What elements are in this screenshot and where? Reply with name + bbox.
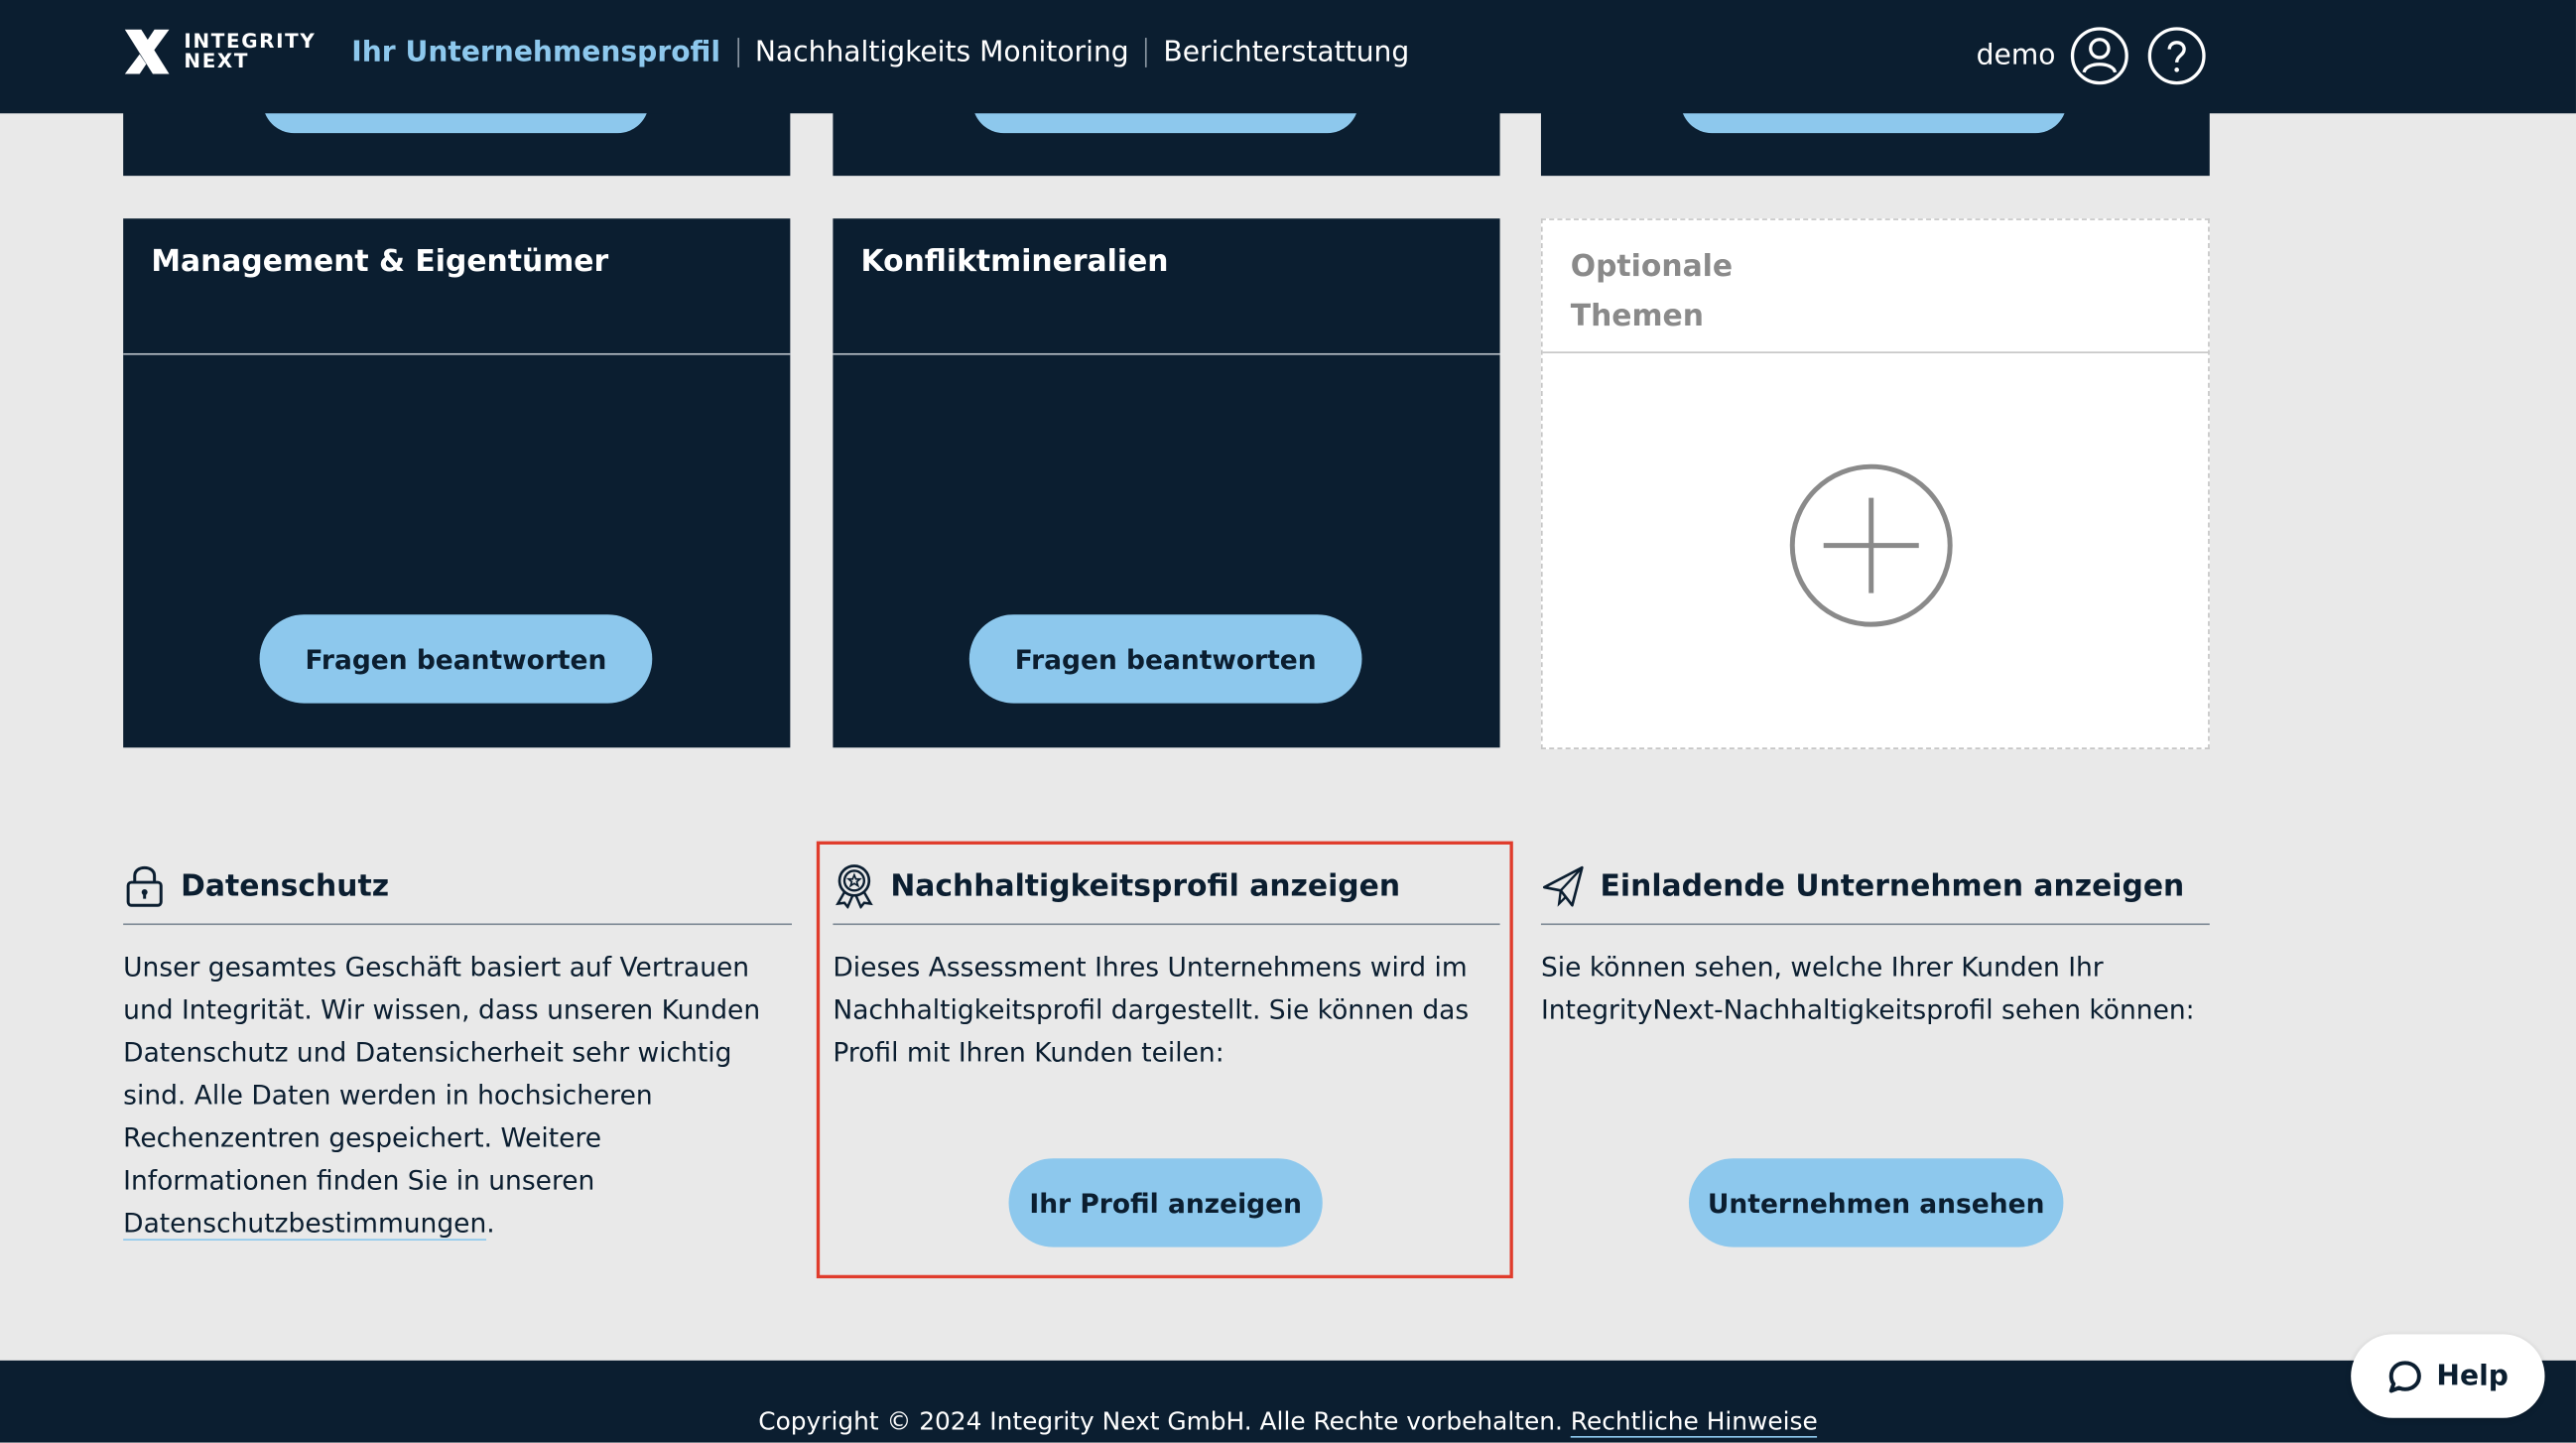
nav-item-unternehmensprofil[interactable]: Ihr Unternehmensprofil xyxy=(351,36,721,69)
section-body xyxy=(123,947,792,1246)
nav-separator xyxy=(1145,38,1147,67)
user-avatar-icon[interactable] xyxy=(2070,26,2129,85)
chat-bubble-icon xyxy=(2387,1358,2423,1393)
answer-questions-button[interactable]: Fragen beantworten xyxy=(969,614,1362,703)
integrity-next-logo[interactable] xyxy=(122,25,317,77)
main-nav xyxy=(351,36,1409,68)
card-divider xyxy=(833,353,1499,355)
logo-line-1: INTEGRITY xyxy=(184,29,317,53)
legal-notice-link[interactable]: Rechtliche Hinweise xyxy=(1570,1406,1818,1436)
answer-questions-button[interactable]: Fragen beantworten xyxy=(260,614,653,703)
help-chat-button[interactable] xyxy=(2351,1334,2544,1417)
privacy-text: Unser gesamtes Geschäft basiert auf Vertrauen und Integrität. Wir wissen, dass unseren Kunden Datenschutz und Datensicherheit sehr wichtig sind. Alle Daten werden in hochsicheren Rechenzentren gespeichert. Weitere Informationen finden Sie in unseren xyxy=(123,951,761,1197)
inviting-companies-section xyxy=(1540,856,2210,1219)
nav-separator xyxy=(737,38,739,67)
privacy-policy-link[interactable]: Datenschutzbestimmungen xyxy=(123,1207,487,1240)
privacy-text-suffix: . xyxy=(486,1207,495,1240)
view-profile-button[interactable]: Ihr Profil anzeigen xyxy=(1009,1158,1323,1246)
optional-topics-card[interactable] xyxy=(1541,218,2210,749)
username: demo xyxy=(1976,39,2056,72)
logo-x-icon xyxy=(122,26,173,76)
topic-card-konfliktmineralien xyxy=(833,218,1499,747)
section-title: Datenschutz xyxy=(181,867,390,903)
footer xyxy=(0,1361,2576,1443)
card-title: Konfliktmineralien xyxy=(860,244,1169,280)
card-divider xyxy=(123,353,790,355)
section-divider xyxy=(123,923,792,925)
topic-card-management xyxy=(123,218,790,747)
paper-plane-icon xyxy=(1541,863,1586,908)
section-title: Nachhaltigkeitsprofil anzeigen xyxy=(890,867,1401,903)
logo-line-2: NEXT xyxy=(184,49,250,72)
help-label: Help xyxy=(2436,1360,2509,1393)
card-divider xyxy=(1543,351,2209,353)
user-menu[interactable] xyxy=(1977,26,2129,85)
logo-text xyxy=(184,31,316,70)
help-question-icon[interactable] xyxy=(2147,26,2207,85)
highlight-box xyxy=(817,842,1513,1278)
nav-item-nachhaltigkeits-monitoring[interactable]: Nachhaltigkeits Monitoring xyxy=(754,36,1129,69)
add-topic-plus-icon[interactable] xyxy=(1789,463,1954,628)
copyright-label: Copyright © 2024 Integrity Next GmbH. Alle Rechte vorbehalten. xyxy=(758,1406,1571,1436)
section-header xyxy=(1541,856,2210,916)
section-divider xyxy=(1541,923,2210,925)
privacy-section xyxy=(123,856,792,1246)
top-navbar xyxy=(0,0,2576,113)
section-body: Dieses Assessment Ihres Unternehmens wird im Nachhaltigkeitsprofil dargestellt. Sie können das Profil mit Ihren Kunden teilen: xyxy=(833,951,1470,1069)
nav-item-berichterstattung[interactable]: Berichterstattung xyxy=(1163,36,1410,69)
copyright-text xyxy=(0,1406,2576,1436)
section-body: Sie können sehen, welche Ihrer Kunden Ihr IntegrityNext-Nachhaltigkeitsprofil sehen können: xyxy=(1540,951,2195,1026)
section-header xyxy=(123,856,792,916)
card-title: Management & Eigentümer xyxy=(151,244,609,280)
view-companies-button[interactable]: Unternehmen ansehen xyxy=(1689,1158,2063,1246)
section-title: Einladende Unternehmen anzeigen xyxy=(1600,867,2185,903)
card-title: Optionale Themen xyxy=(1570,249,1734,334)
lock-icon xyxy=(123,862,166,908)
